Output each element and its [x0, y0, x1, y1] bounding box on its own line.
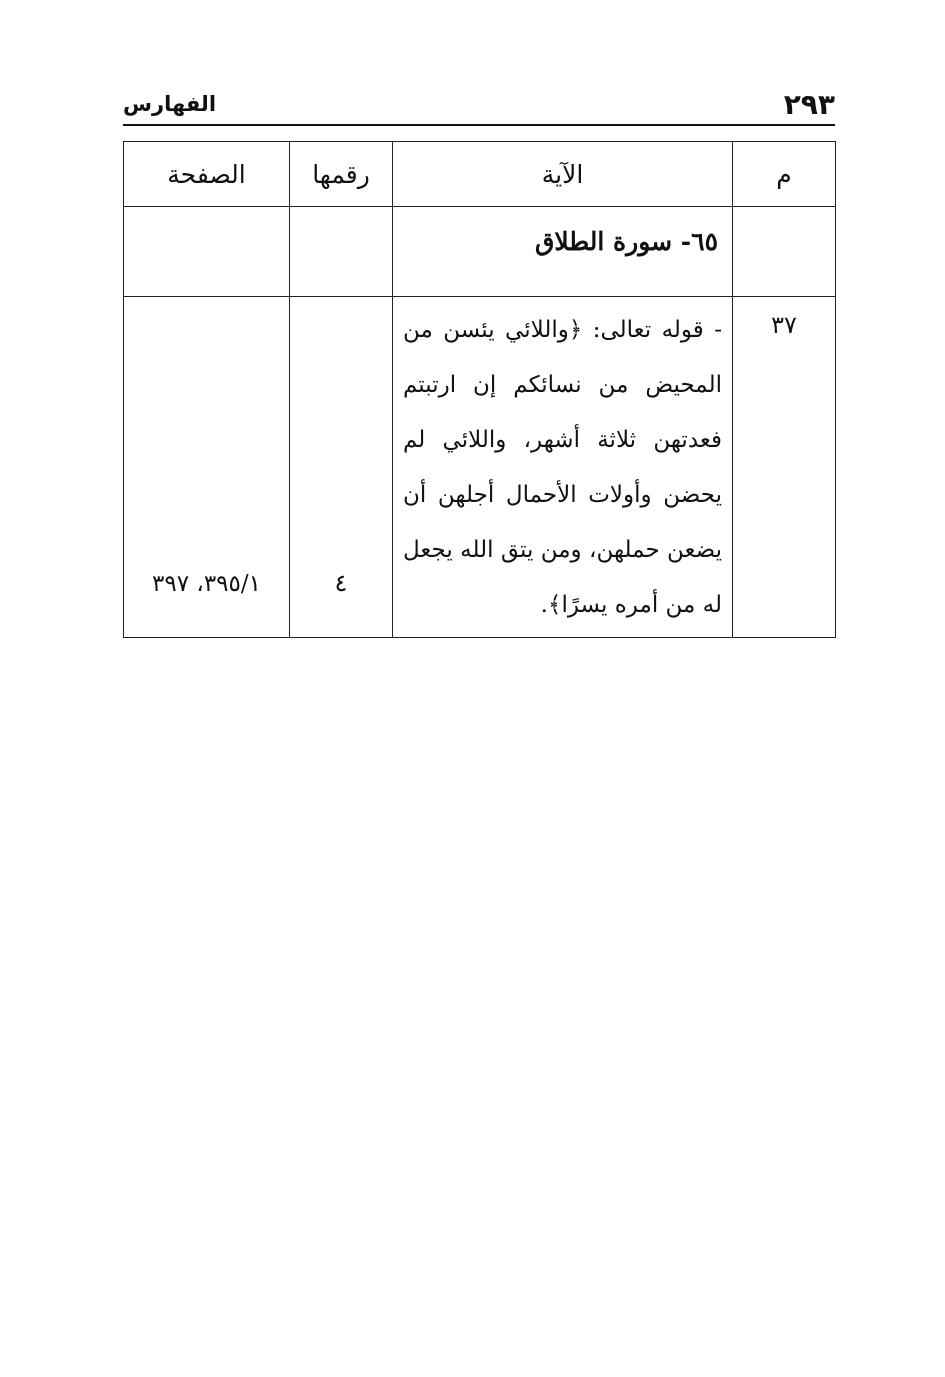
column-header-verse: الآية — [393, 142, 733, 207]
surah-title-cell — [393, 207, 733, 297]
entry-num-cell — [733, 297, 836, 638]
entry-verse-cell — [393, 297, 733, 638]
surah-count-cell — [290, 207, 393, 297]
column-header-page: الصفحة — [124, 142, 290, 207]
verse-number: ٤ — [334, 569, 348, 597]
surah-page-cell — [124, 207, 290, 297]
verse-index-table — [123, 141, 836, 638]
table-row — [124, 297, 836, 638]
surah-heading-row — [124, 207, 836, 297]
entry-pages-cell — [124, 297, 290, 638]
column-header-verse-number: رقمها — [290, 142, 393, 207]
page-number: ٢٩٣ — [783, 88, 835, 121]
table-header-row — [124, 142, 836, 207]
running-head — [123, 86, 835, 126]
header-rule — [123, 124, 835, 126]
entry-count-cell — [290, 297, 393, 638]
page-references: ٣٩٥/١، ٣٩٧ — [152, 571, 261, 597]
surah-title: ٦٥- سورة الطلاق — [534, 227, 718, 256]
column-header-number: م — [733, 142, 836, 207]
verse-text: - قوله تعالى: ﴿واللائي يئسن من المحيض من نسائكم إن ارتبتم فعدتهن ثلاثة أشهر، واللائي لم يحضن وأولات الأحمال أجلهن أن يضعن حملهن، ومن يتق الله يجعل له من أمره يسرًا﴾. — [403, 317, 722, 618]
surah-num-cell — [733, 207, 836, 297]
running-title: الفهارس — [123, 92, 217, 116]
entry-number: ٣٧ — [771, 311, 797, 339]
